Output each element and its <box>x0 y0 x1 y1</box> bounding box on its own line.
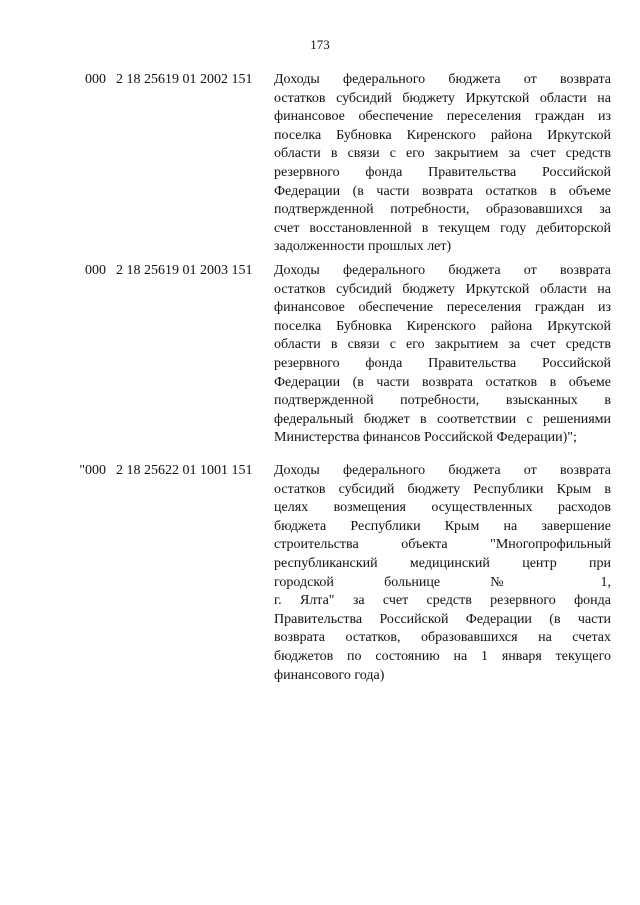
description-line: целях возмещения осуществленных расходов <box>274 500 611 516</box>
description-line: Федерации (в части возврата остатков в объеме <box>274 374 611 390</box>
description-line: остатков субсидий бюджету Иркутской области на <box>274 90 611 106</box>
admin-code: 000 <box>85 72 106 87</box>
budget-classification-code: 2 18 25619 01 2003 151 <box>116 263 253 278</box>
description-line: области в связи с его закрытием за счет средств <box>274 337 611 353</box>
description-line: г. Ялта" за счет средств резервного фонда <box>274 593 611 609</box>
description-line: области в связи с его закрытием за счет средств <box>274 146 611 162</box>
description-line: подтвержденной потребности, взысканных в <box>274 393 611 409</box>
description-line: поселка Бубновка Киренского района Иркутской <box>274 127 611 143</box>
description-line: городской больнице № 1, <box>274 574 611 590</box>
description-line: Правительства Российской Федерации (в части <box>274 611 611 627</box>
description-line: остатков субсидий бюджету Республики Крым в <box>274 481 611 497</box>
description-line: федеральный бюджет в соответствии с решениями <box>274 411 611 427</box>
description-line: финансовое обеспечение переселения граждан из <box>274 300 611 316</box>
description-line: Федерации (в части возврата остатков в объеме <box>274 183 611 199</box>
admin-code: "000 <box>79 463 106 478</box>
description-line: финансовое обеспечение переселения граждан из <box>274 109 611 125</box>
description-line: резервного фонда Правительства Российской <box>274 355 611 371</box>
budget-classification-code: 2 18 25619 01 2002 151 <box>116 72 253 87</box>
description-line: задолженности прошлых лет) <box>274 239 452 255</box>
description-line: Доходы федерального бюджета от возврата <box>274 263 611 278</box>
description-line: Министерства финансов Российской Федерации)"; <box>274 430 577 446</box>
description-line: бюджета Республики Крым на завершение <box>274 518 611 534</box>
description-line: резервного фонда Правительства Российской <box>274 164 611 180</box>
entry-description <box>274 71 611 257</box>
description-line: бюджетов по состоянию на 1 января текущего <box>274 648 611 664</box>
description-line: Доходы федерального бюджета от возврата <box>274 72 611 87</box>
description-line: республиканский медицинский центр при <box>274 555 611 571</box>
description-line: остатков субсидий бюджету Иркутской области на <box>274 281 611 297</box>
admin-code: 000 <box>85 263 106 278</box>
description-line: возврата остатков, образовавшихся на счетах <box>274 630 611 646</box>
description-line: финансового года) <box>274 667 385 683</box>
entry-description <box>274 262 611 448</box>
entry-description <box>274 462 611 685</box>
description-line: строительства объекта "Многопрофильный <box>274 537 611 553</box>
description-line: Доходы федерального бюджета от возврата <box>274 463 611 478</box>
budget-classification-code: 2 18 25622 01 1001 151 <box>116 463 253 478</box>
page-number: 173 <box>310 37 330 52</box>
description-line: подтвержденной потребности, образовавшихся за <box>274 202 611 218</box>
description-line: счет восстановленной в текущем году дебиторской <box>274 220 611 236</box>
description-line: поселка Бубновка Киренского района Иркутской <box>274 318 611 334</box>
